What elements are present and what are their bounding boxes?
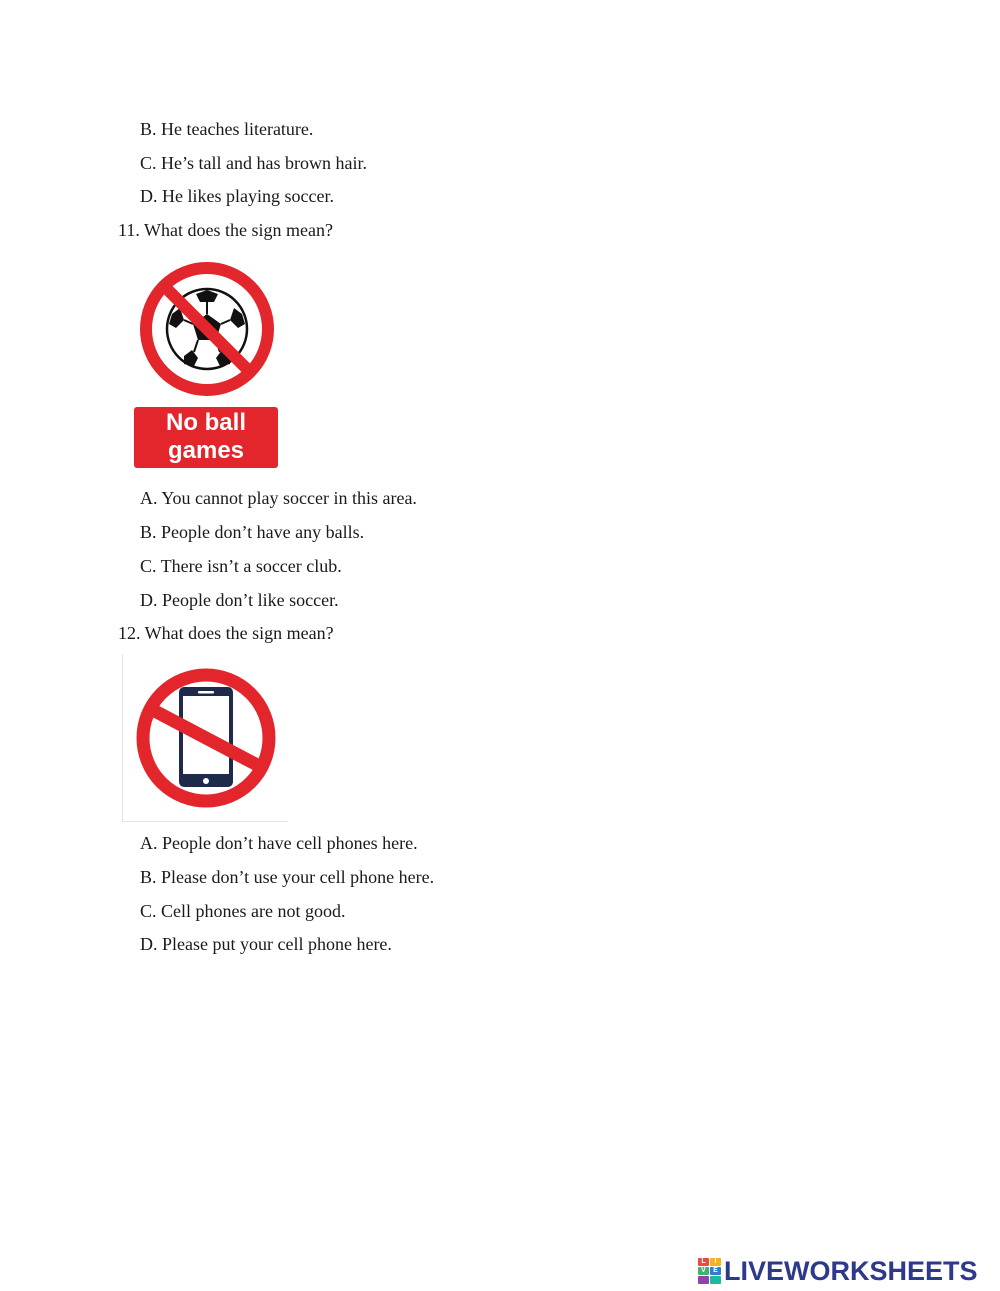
logo-block-e: E xyxy=(710,1267,721,1275)
logo-wordmark: LIVEWORKSHEETS xyxy=(724,1255,978,1286)
no-soccer-symbol xyxy=(132,258,282,403)
logo-block-i: I xyxy=(710,1258,721,1266)
q12-option-d[interactable]: D. Please put your cell phone here. xyxy=(140,934,392,954)
q11-option-c[interactable]: C. There isn’t a soccer club. xyxy=(140,556,342,576)
q10-option-d[interactable]: D. He likes playing soccer. xyxy=(140,186,334,206)
logo-block-5 xyxy=(698,1276,709,1284)
q12-option-c[interactable]: C. Cell phones are not good. xyxy=(140,901,346,921)
q12-option-b[interactable]: B. Please don’t use your cell phone here. xyxy=(140,867,435,887)
logo-block-v: V xyxy=(698,1267,709,1275)
q10-option-c[interactable]: C. He’s tall and has brown hair. xyxy=(140,153,367,173)
banner-line-2: games xyxy=(167,437,245,464)
q11-option-d[interactable]: D. People don’t like soccer. xyxy=(140,590,339,610)
q12-option-a[interactable]: A. People don’t have cell phones here. xyxy=(140,833,418,853)
q10-option-b[interactable]: B. He teaches literature. xyxy=(140,119,314,139)
no-phone-symbol xyxy=(123,654,287,820)
no-cell-phone-sign-icon xyxy=(122,654,288,822)
liveworksheets-logo-icon xyxy=(698,1254,978,1288)
question-12: 12. What does the sign mean? xyxy=(118,623,334,643)
no-soccer-sign-icon xyxy=(132,258,282,470)
question-11: 11. What does the sign mean? xyxy=(118,220,333,240)
logo-blocks xyxy=(698,1258,721,1284)
no-ball-games-banner xyxy=(134,407,278,468)
logo-block-l: L xyxy=(698,1258,709,1266)
q11-option-b[interactable]: B. People don’t have any balls. xyxy=(140,522,365,542)
banner-line-1: No ball xyxy=(165,409,246,436)
logo-block-6 xyxy=(710,1276,721,1284)
q11-option-a[interactable]: A. You cannot play soccer in this area. xyxy=(140,488,417,508)
